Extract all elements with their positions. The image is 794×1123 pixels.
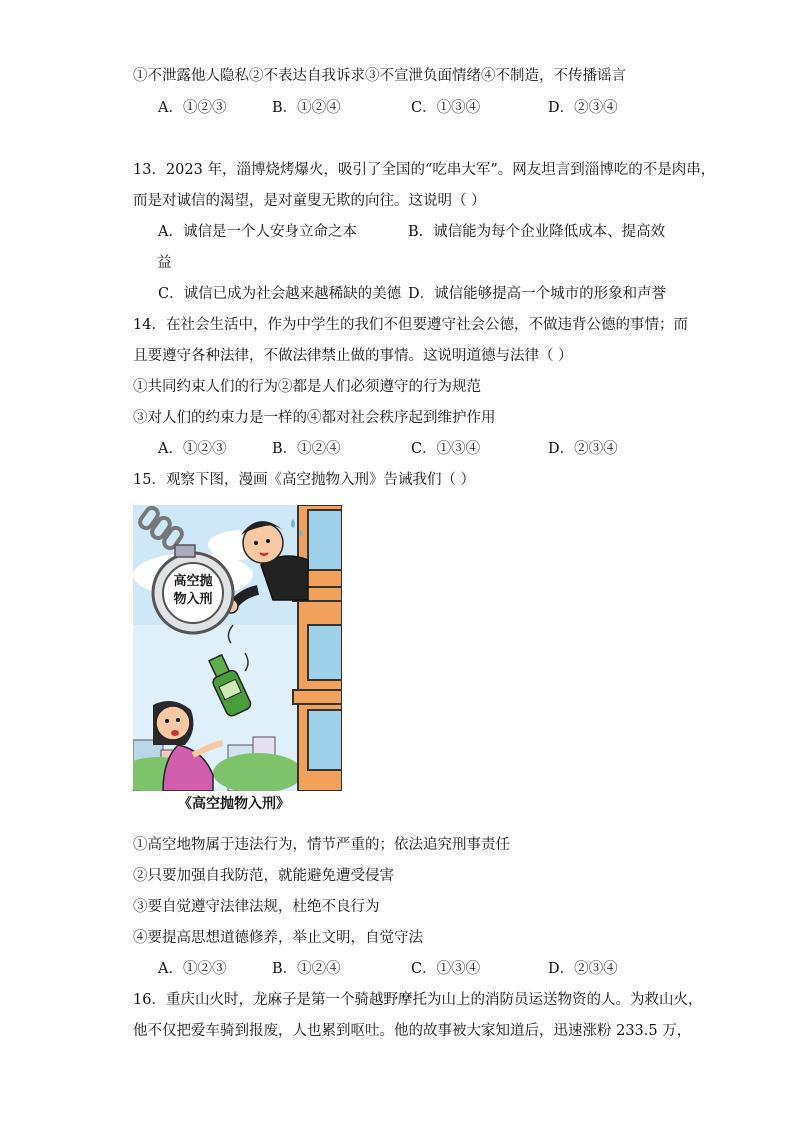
q14-stem-line2: 且要遵守各种法律，不做法律禁止做的事情。这说明道德与法律（ ） [133, 348, 573, 364]
option-d: D．②③④ [548, 100, 618, 116]
q14-option-c: C．①③④ [411, 441, 481, 457]
q15-statement-3: ③要自觉遵守法律法规，杜绝不良行为 [133, 899, 380, 915]
q13-option-c: C．诚信已成为社会越来越稀缺的美德 [158, 286, 402, 302]
q13-option-b-continued: 益 [157, 255, 172, 271]
q15-statement-4: ④要提高思想道德修养，举止文明，自觉守法 [133, 930, 423, 946]
q14-statement-1: ①共同约束人们的行为②都是人们必须遵守的行为规范 [133, 379, 481, 395]
option-c: C．①③④ [411, 100, 481, 116]
q16-stem-line1: 16．重庆山火时，龙麻子是第一个骑越野摩托为山上的消防员运送物资的人。为救山火， [133, 992, 703, 1008]
q15-statement-1: ①高空地物属于违法行为，情节严重的；依法追究刑事责任 [133, 837, 510, 853]
option-b: B．①②④ [272, 100, 341, 116]
q13-option-b: B．诚信能为每个企业降低成本、提高效 [408, 224, 666, 240]
q13-stem-line2: 而是对诚信的渴望，是对童叟无欺的向往。这说明（ ） [133, 193, 486, 209]
cartoon-image [133, 505, 342, 791]
option-a: A．①②③ [158, 100, 227, 116]
cartoon-label-line1: 高空抛 [173, 574, 213, 589]
q15-option-d: D．②③④ [548, 961, 618, 977]
cartoon-caption: 《高空抛物入刑》 [178, 796, 290, 812]
q15-option-b: B．①②④ [272, 961, 341, 977]
q15-option-a: A．①②③ [158, 961, 227, 977]
q14-statement-2: ③对人们的约束力是一样的④都对社会秩序起到维护作用 [133, 410, 496, 426]
q15-stem: 15．观察下图，漫画《高空抛物入刑》告诫我们（ ） [133, 472, 476, 488]
q14-option-b: B．①②④ [272, 441, 341, 457]
q14-option-d: D．②③④ [548, 441, 618, 457]
q15-option-c: C．①③④ [411, 961, 481, 977]
statement-line: ①不泄露他人隐私②不表达自我诉求③不宣泄负面情绪④不制造，不传播谣言 [133, 68, 626, 84]
cartoon-label-line2: 物入刑 [173, 592, 213, 607]
q14-option-a: A．①②③ [158, 441, 227, 457]
q16-stem-line2: 他不仅把爱车骑到报废，人也累到呕吐。他的故事被大家知道后，迅速涨粉 233.5 万， [133, 1023, 692, 1039]
q13-option-a: A．诚信是一个人安身立命之本 [158, 224, 357, 240]
q14-stem-line1: 14．在社会生活中，作为中学生的我们不但要遵守社会公德，不做违背公德的事情；而 [133, 317, 688, 333]
q13-stem-line1: 13．2023 年，淄博烧烤爆火，吸引了全国的“吃串大军”。网友坦言到淄博吃的不是肉串， [133, 162, 716, 178]
q13-option-d: D．诚信能够提高一个城市的形象和声誉 [408, 286, 667, 302]
q15-statement-2: ②只要加强自我防范，就能避免遭受侵害 [133, 868, 394, 884]
